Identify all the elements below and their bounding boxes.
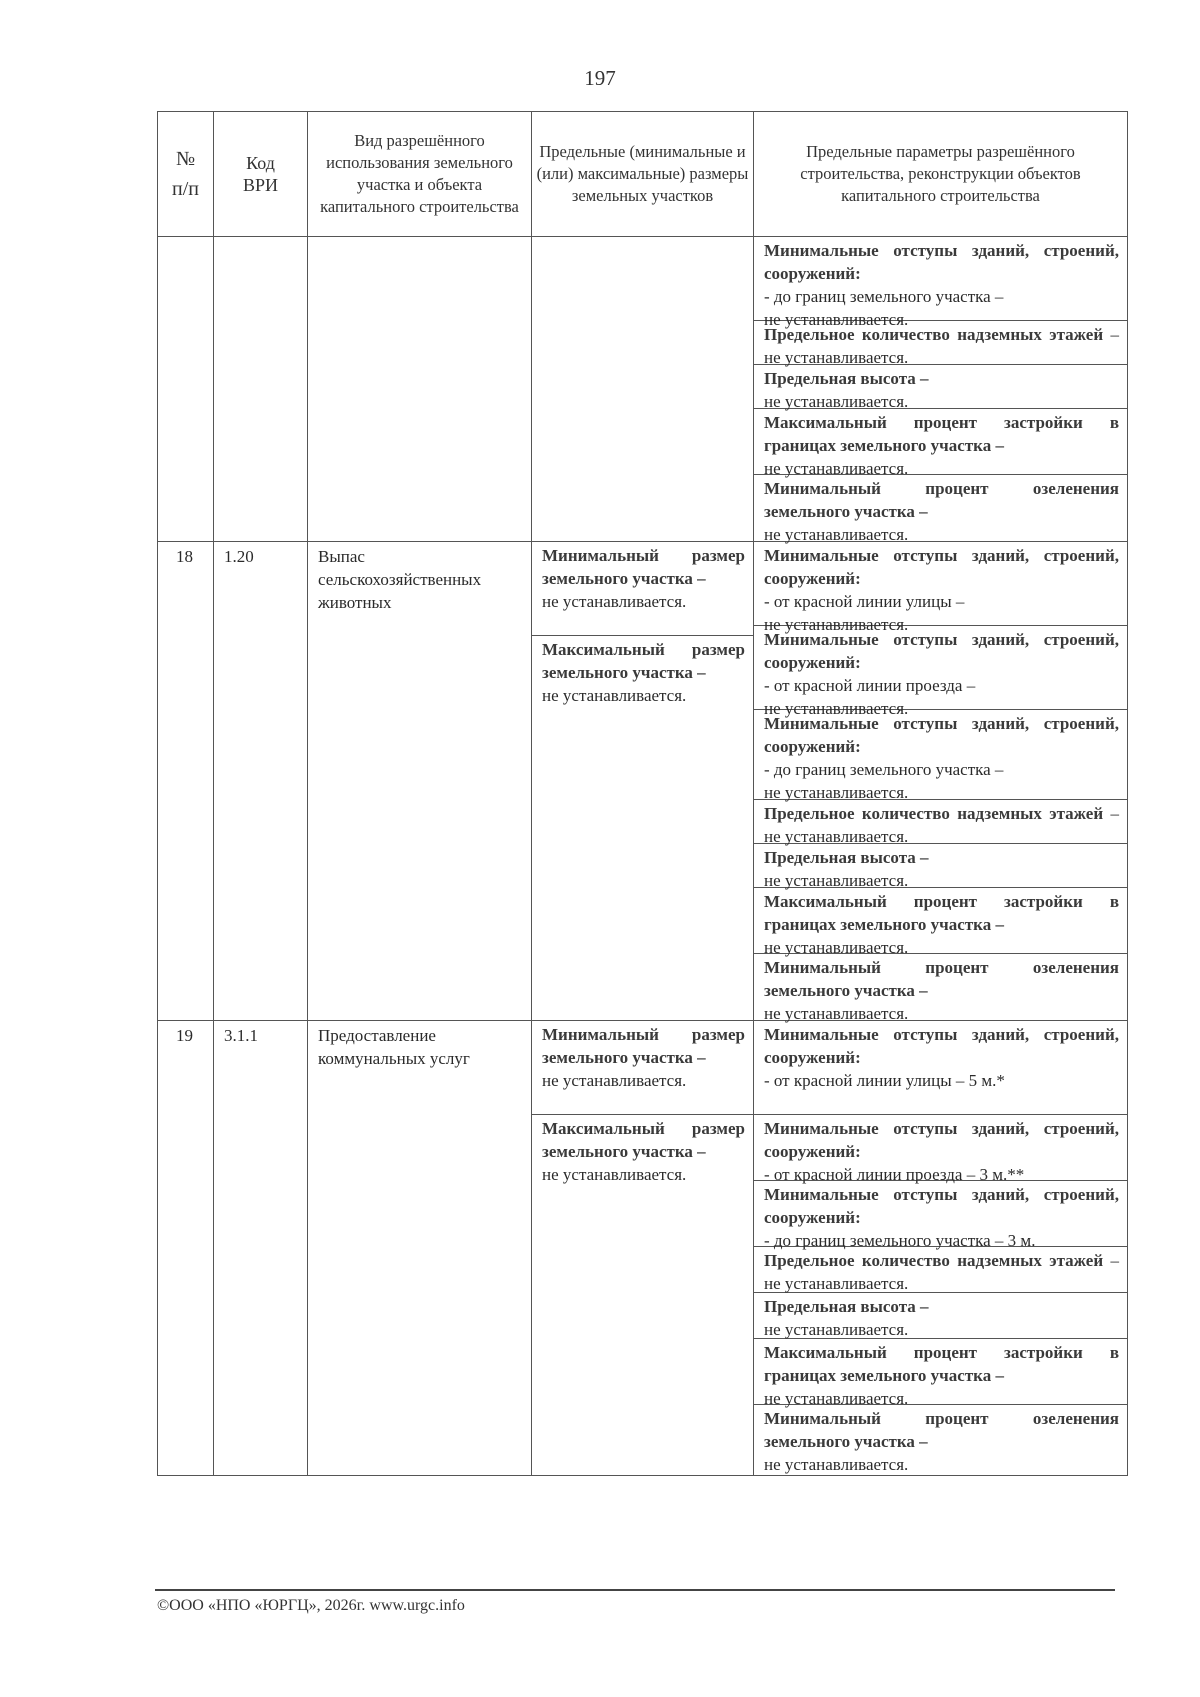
- row-parameters: [754, 542, 1128, 1021]
- plot-size-entry: [532, 542, 753, 636]
- row-parameters: [754, 1021, 1128, 1476]
- parameter-title: Предельное количество надземных этажей: [764, 804, 1104, 823]
- parameter-title: Минимальные отступы зданий, строений, сооружений:: [764, 714, 1119, 756]
- parameter-title: Предельная высота –: [764, 1297, 929, 1316]
- parameter-value: не устанавливается.: [764, 1389, 909, 1408]
- parameter-title: Минимальные отступы зданий, строений, сооружений:: [764, 241, 1119, 283]
- parameter-value: - от красной линии проезда –: [764, 676, 976, 695]
- parameter-value: не устанавливается.: [764, 459, 909, 478]
- parameter-entry: [754, 1293, 1127, 1339]
- footer-copyright: ©ООО «НПО «ЮРГЦ», 2026г. www.urgc.info: [157, 1597, 465, 1614]
- row-use-kind: [308, 237, 532, 542]
- row-plot-sizes: [532, 237, 754, 542]
- parameter-title: Минимальный процент озеленения земельного участка –: [764, 1409, 1119, 1451]
- row-code: [214, 1021, 308, 1476]
- row-number: [158, 237, 214, 542]
- parameter-title: Предельная высота –: [764, 848, 929, 867]
- row-parameters: [754, 237, 1128, 542]
- plot-size-value: не устанавливается.: [542, 1071, 687, 1090]
- parameter-entry: [754, 542, 1127, 634]
- plot-size-value: не устанавливается.: [542, 686, 687, 705]
- parameter-entry: [754, 954, 1127, 1023]
- parameter-title: Минимальные отступы зданий, строений, сооружений:: [764, 546, 1119, 588]
- header-code: Код ВРИ: [214, 112, 308, 237]
- table-row: [158, 542, 1128, 1021]
- parameter-value: не устанавливается.: [764, 615, 909, 634]
- parameter-value: не устанавливается.: [764, 310, 909, 329]
- row-use-kind-text: [308, 237, 531, 242]
- row-code-text: [214, 237, 307, 242]
- parameter-entry: [754, 237, 1127, 329]
- row-use-kind-text: Предоставление коммунальных услуг: [318, 1026, 470, 1068]
- parameter-title: Минимальные отступы зданий, строений, сооружений:: [764, 1185, 1119, 1227]
- plot-size-title: Минимальный размер земельного участка –: [542, 546, 745, 588]
- plot-size-value: не устанавливается.: [542, 1165, 687, 1184]
- regulations-table: [157, 111, 1128, 1476]
- row-number-text: 19: [176, 1026, 193, 1045]
- plot-size-entry: [532, 1021, 753, 1115]
- parameter-entry: [754, 1247, 1127, 1293]
- row-plot-sizes: [532, 542, 754, 1021]
- parameter-value: не устанавливается.: [764, 392, 909, 411]
- plot-size-title: Максимальный размер земельного участка –: [542, 1119, 745, 1161]
- parameter-entry: [754, 800, 1127, 844]
- parameter-value: не устанавливается.: [764, 525, 909, 544]
- parameter-entry: [754, 321, 1127, 365]
- parameter-entry: [754, 1181, 1127, 1250]
- row-code-text: 3.1.1: [224, 1026, 258, 1045]
- footer-rule: [155, 1589, 1115, 1591]
- parameter-entry: [754, 844, 1127, 888]
- parameter-value: не устанавливается.: [764, 871, 909, 890]
- row-number: [158, 542, 214, 1021]
- parameter-title: Минимальные отступы зданий, строений, сооружений:: [764, 1119, 1119, 1161]
- table-row: [158, 237, 1128, 542]
- parameter-value: - до границ земельного участка –: [764, 287, 1004, 306]
- parameter-value: – не устанавливается.: [764, 1251, 1120, 1293]
- table-row: [158, 1021, 1128, 1476]
- row-code-text: 1.20: [224, 547, 254, 566]
- parameter-title: Предельное количество надземных этажей: [764, 1251, 1104, 1270]
- parameter-title: Предельная высота –: [764, 369, 929, 388]
- table-header-row: [158, 112, 1128, 237]
- plot-size-entry: [532, 1115, 753, 1188]
- header-number: № п/п: [158, 112, 214, 237]
- parameter-value: - от красной линии проезда – 3 м.**: [764, 1165, 1025, 1184]
- parameter-value: - от красной линии улицы –: [764, 592, 965, 611]
- parameter-title: Минимальные отступы зданий, строений, сооружений:: [764, 1025, 1119, 1067]
- parameter-value: – не устанавливается.: [764, 325, 1120, 367]
- row-code: [214, 237, 308, 542]
- parameter-entry: [754, 626, 1127, 718]
- row-number-text: 18: [176, 547, 193, 566]
- parameter-title: Минимальные отступы зданий, строений, сооружений:: [764, 630, 1119, 672]
- plot-size-value: не устанавливается.: [542, 592, 687, 611]
- plot-size-title: Минимальный размер земельного участка –: [542, 1025, 745, 1067]
- parameter-entry: [754, 888, 1127, 957]
- parameter-entry: [754, 475, 1127, 544]
- row-use-kind: [308, 1021, 532, 1476]
- parameter-value: – не устанавливается.: [764, 804, 1120, 846]
- row-plot-sizes: [532, 1021, 754, 1476]
- row-number-text: [158, 237, 213, 242]
- header-use-kind: Вид разрешённого использования земельного участка и объекта капитального строительства: [308, 112, 532, 237]
- parameter-title: Минимальный процент озеленения земельного участка –: [764, 958, 1119, 1000]
- parameter-title: Максимальный процент застройки в границах земельного участка –: [764, 413, 1119, 455]
- parameter-value: не устанавливается.: [764, 783, 909, 802]
- parameter-title: Минимальный процент озеленения земельного участка –: [764, 479, 1119, 521]
- parameter-value: - от красной линии улицы – 5 м.*: [764, 1071, 1005, 1090]
- header-plot-sizes: Предельные (минимальные и (или) максимальные) размеры земельных участков: [532, 112, 754, 237]
- row-use-kind: [308, 542, 532, 1021]
- parameter-value: не устанавливается.: [764, 1320, 909, 1339]
- parameter-value: не устанавливается.: [764, 1004, 909, 1023]
- parameter-value: - до границ земельного участка – 3 м.: [764, 1231, 1036, 1250]
- parameter-value: - до границ земельного участка –: [764, 760, 1004, 779]
- parameter-title: Максимальный процент застройки в границах земельного участка –: [764, 892, 1119, 934]
- row-use-kind-text: Выпас сельскохозяйственных животных: [318, 547, 482, 612]
- header-parameters: Предельные параметры разрешённого строительства, реконструкции объектов капитального строительства: [754, 112, 1128, 237]
- plot-size-entry: [532, 636, 753, 709]
- parameter-value: не устанавливается.: [764, 699, 909, 718]
- parameter-entry: [754, 1115, 1127, 1184]
- parameter-entry: [754, 409, 1127, 478]
- parameter-entry: [754, 710, 1127, 800]
- parameter-value: не устанавливается.: [764, 938, 909, 957]
- row-code: [214, 542, 308, 1021]
- parameter-value: не устанавливается.: [764, 1455, 909, 1474]
- parameter-entry: [754, 365, 1127, 409]
- parameter-entry: [754, 1339, 1127, 1408]
- plot-size-title: Максимальный размер земельного участка –: [542, 640, 745, 682]
- parameter-entry: [754, 1021, 1127, 1115]
- parameter-title: Максимальный процент застройки в границах земельного участка –: [764, 1343, 1119, 1385]
- row-number: [158, 1021, 214, 1476]
- parameter-title: Предельное количество надземных этажей: [764, 325, 1104, 344]
- parameter-entry: [754, 1405, 1127, 1475]
- page-number: 197: [584, 66, 616, 90]
